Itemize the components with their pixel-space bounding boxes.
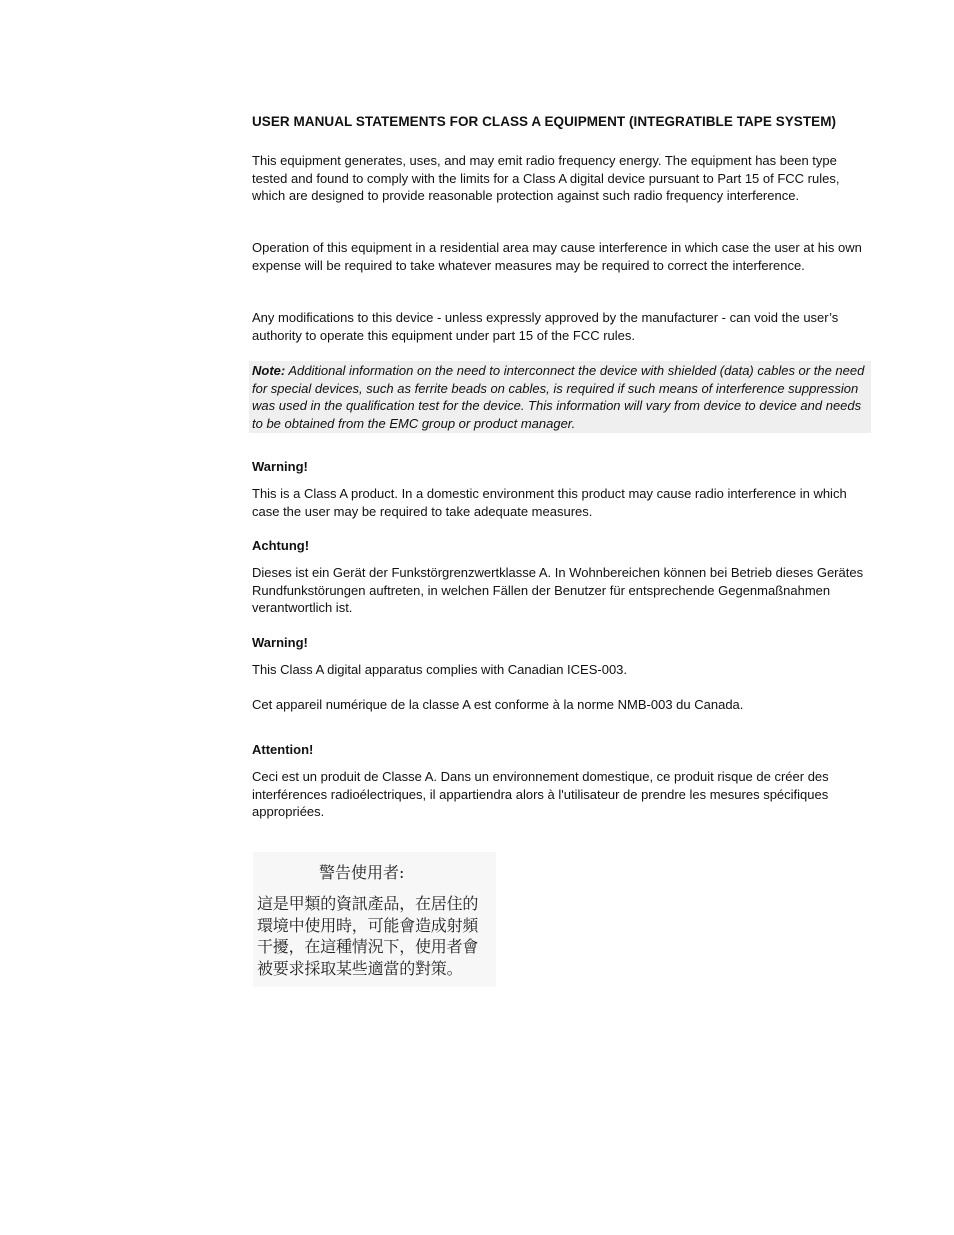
chinese-warning-title: 警告使用者:: [319, 863, 405, 882]
chinese-warning-block: [253, 852, 496, 987]
paragraph-modifications: Any modifications to this device - unless expressly approved by the manufacturer - can void the user’s authority to operate this equipment under part 15 of the FCC rules.: [252, 310, 839, 343]
warning-heading: Warning!: [252, 459, 308, 474]
warning-text: This is a Class A product. In a domestic environment this product may cause radio interference in which case the user may be required to take adequate measures.: [252, 486, 847, 519]
note-text: Additional information on the need to interconnect the device with shielded (data) cables or the need for special devices, such as ferrite beads on cables, is required if such means of interference suppression was used in the qualification test for the device. This information will vary from device to device and needs to be obtained from the EMC group or product manager.: [252, 363, 865, 431]
chinese-warning-text: 這是甲類的資訊產品，在居住的環境中使用時，可能會造成射頻干擾，在這種情況下，使用者會被要求採取某些適當的對策。: [257, 894, 479, 978]
canada-warning-text: This Class A digital apparatus complies with Canadian ICES-003.: [252, 662, 628, 677]
attention-heading: Attention!: [252, 742, 314, 757]
achtung-heading: Achtung!: [252, 538, 310, 553]
page-title: USER MANUAL STATEMENTS FOR CLASS A EQUIPMENT (INTEGRATIBLE TAPE SYSTEM): [252, 114, 837, 129]
canada-warning-heading: Warning!: [252, 635, 308, 650]
achtung-text: Dieses ist ein Gerät der Funkstörgrenzwertklasse A. In Wohnbereichen können bei Betrieb dieses Gerätes Rundfunkstörungen auftreten, in welchen Fällen der Benutzer für entsprechende Gegenmaßnahmen verantwortlich ist.: [252, 565, 864, 616]
paragraph-residential: Operation of this equipment in a residential area may cause interference in which case the user at his own expense will be required to take whatever measures may be required to correct the interference.: [252, 240, 862, 273]
paragraph-fcc-intro: This equipment generates, uses, and may emit radio frequency energy. The equipment has been type tested and found to comply with the limits for a Class A digital device pursuant to Part 15 of FCC rules, which are designed to provide reasonable protection against such radio frequency interference.: [252, 153, 840, 204]
attention-text: Ceci est un produit de Classe A. Dans un environnement domestique, ce produit risque de créer des interférences radioélectriques, il appartiendra alors à l'utilisateur de prendre les mesures spécifiques appropriées.: [252, 769, 829, 820]
canada-warning-text-fr: Cet appareil numérique de la classe A est conforme à la norme NMB-003 du Canada.: [252, 697, 744, 712]
note-label: Note:: [252, 363, 286, 378]
note-box: [249, 361, 871, 433]
